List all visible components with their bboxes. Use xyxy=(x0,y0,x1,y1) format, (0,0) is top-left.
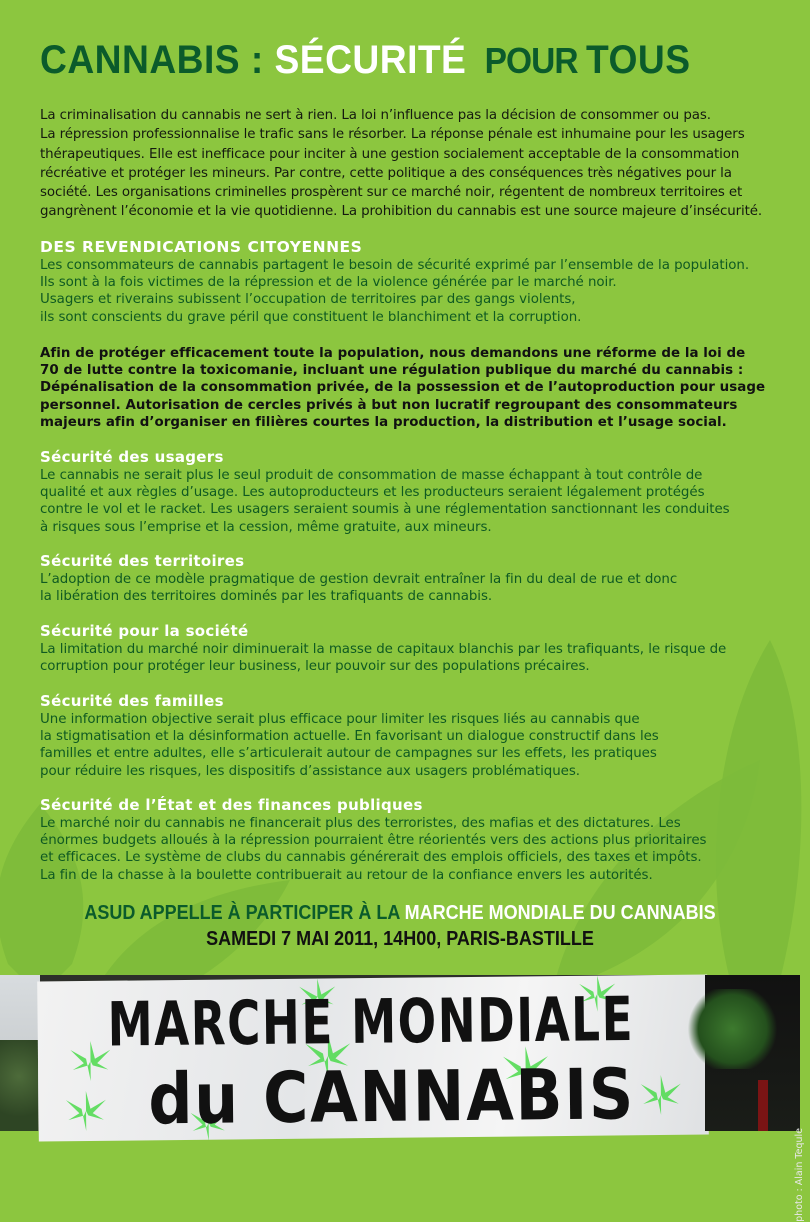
text-line: Le marché noir du cannabis ne financerait plus des terroristes, des mafias et des dictatures. Les xyxy=(40,816,681,831)
intro-line: La criminalisation du cannabis ne sert à rien. La loi n’influence pas la décision de consommer ou pas. xyxy=(40,108,711,123)
text-line: à risques sous l’emprise et la cession, même gratuite, aux mineurs. xyxy=(40,519,492,535)
demand-line: 70 de lutte contre la toxicomanie, incluant une régulation publique du marché du cannabis : xyxy=(40,363,744,379)
banner-photo xyxy=(0,975,800,1141)
demand-line: personnel. Autorisation de cercles privés à but non lucratif regroupant des consommateurs xyxy=(40,397,738,413)
section-societe xyxy=(40,622,780,675)
call-marche: MARCHE MONDIALE DU CANNABIS xyxy=(404,902,716,924)
section-heading: Sécurité des usagers xyxy=(40,448,224,466)
banner-text-line1: MARCHE MONDIALE xyxy=(107,983,635,1061)
text-line: la stigmatisation et la désinformation actuelle. En favorisant un dialogue constructif dans les xyxy=(40,729,659,745)
cannabis-leaf-icon xyxy=(63,1091,108,1131)
section-heading: Sécurité des familles xyxy=(40,692,224,710)
text-line: la libération des territoires dominés par les trafiquants de cannabis. xyxy=(40,589,493,605)
section-heading: DES REVENDICATIONS CITOYENNES xyxy=(40,238,363,256)
photo-tree xyxy=(0,1040,38,1131)
intro-line: thérapeutiques. Elle est inefficace pour inciter à une gestion socialement acceptable de la consommation xyxy=(40,146,740,162)
demand-line: Afin de protéger efficacement toute la population, nous demandons une réforme de la loi de xyxy=(40,346,746,361)
section-text xyxy=(40,641,780,675)
photo-red-strip xyxy=(758,1080,768,1131)
photo-credit: photo : Alain Tequle xyxy=(794,1128,805,1222)
text-line: Une information objective serait plus efficace pour limiter les risques liés au cannabis que xyxy=(40,712,640,727)
text-line: Ils sont à la fois victimes de la répression et de la violence générée par le marché noir. xyxy=(40,275,617,291)
demand-paragraph xyxy=(40,345,780,431)
section-text xyxy=(40,467,780,536)
call-to-action-line1 xyxy=(40,902,760,925)
intro-paragraph xyxy=(40,106,780,222)
text-line: La fin de la chasse à la boulette contribuerait au retour de la confiance envers les autorités. xyxy=(40,867,653,883)
text-line: pour réduire les risques, les dispositifs d’assistance aux usagers problématiques. xyxy=(40,763,580,779)
page-title xyxy=(40,38,710,83)
call-to-action-date: SAMEDI 7 MAI 2011, 14H00, PARIS-BASTILLE xyxy=(206,928,594,950)
text-line: énormes budgets alloués à la répression pourraient être réorientés vers des actions plus prioritaires xyxy=(40,833,707,849)
text-line: Le cannabis ne serait plus le seul produit de consommation de masse échappant à tout contrôle de xyxy=(40,468,703,483)
text-line: Usagers et riverains subissent l’occupation de territoires par des gangs violents, xyxy=(40,292,576,308)
text-line: corruption pour protéger leur business, leur pouvoir sur des populations précaires. xyxy=(40,659,590,675)
cannabis-leaf-icon xyxy=(638,1075,683,1115)
demand-line: majeurs afin d’organiser en filières courtes la production, la distribution et l’usage social. xyxy=(40,414,727,430)
section-familles xyxy=(40,692,780,780)
section-text xyxy=(40,711,780,780)
photo-bush xyxy=(685,989,780,1069)
revendications-text xyxy=(40,257,780,326)
section-territoires xyxy=(40,552,780,605)
protest-banner xyxy=(37,974,709,1141)
text-line: La limitation du marché noir diminuerait la masse de capitaux blanchis par les trafiquants, le risque de xyxy=(40,642,727,657)
intro-line: La répression professionnalise le trafic sans le résorber. La réponse pénale est inhumaine pour les usagers xyxy=(40,127,745,143)
text-line: ils sont conscients du grave péril que constituent le blanchiment et la corruption. xyxy=(40,309,582,325)
revendications-section xyxy=(40,237,780,326)
text-line: familles et entre adultes, elle s’articulerait autour de campagnes sur les effets, les pratiques xyxy=(40,746,657,762)
section-etat xyxy=(40,796,780,884)
title-pour: POUR xyxy=(484,40,586,81)
title-securite: SÉCURITÉ xyxy=(274,38,467,82)
text-line: contre le vol et le racket. Les usagers seraient soumis à une réglementation sanctionnant les conduites xyxy=(40,502,730,518)
section-heading: Sécurité des territoires xyxy=(40,552,245,570)
intro-line: gangrènent l’économie et la vie quotidienne. La prohibition du cannabis est une source majeure d’insécurité. xyxy=(40,204,763,220)
section-text xyxy=(40,815,780,884)
text-line: et efficaces. Le système de clubs du cannabis générerait des emplois officiels, des taxes et impôts. xyxy=(40,850,702,866)
text-line: L’adoption de ce modèle pragmatique de gestion devrait entraîner la fin du deal de rue et donc xyxy=(40,572,678,587)
text-line: Les consommateurs de cannabis partagent le besoin de sécurité exprimé par l’ensemble de la population. xyxy=(40,258,750,273)
text-line: qualité et aux règles d’usage. Les autoproducteurs et les producteurs seraient légalement protégés xyxy=(40,485,705,501)
section-heading: Sécurité pour la société xyxy=(40,622,249,640)
demand-line: Dépénalisation de la consommation privée, de la possession et de l’autoproduction pour usage xyxy=(40,380,766,396)
banner-text-line2: du CANNABIS xyxy=(147,1053,636,1141)
section-heading: Sécurité de l’État et des finances publiques xyxy=(40,796,423,814)
section-usagers xyxy=(40,448,780,536)
cannabis-leaf-icon xyxy=(68,1041,113,1081)
section-text xyxy=(40,571,780,605)
intro-line: récréative et protéger les mineurs. Par contre, cette politique a des conséquences très négatives pour la xyxy=(40,165,732,181)
call-asud: ASUD APPELLE À PARTICIPER À LA xyxy=(84,902,405,924)
title-tous: TOUS xyxy=(585,38,691,82)
title-cannabis: CANNABIS : xyxy=(40,38,275,82)
intro-line: société. Les organisations criminelles prospèrent sur ce marché noir, régentent de nombreux territoires et xyxy=(40,185,743,201)
